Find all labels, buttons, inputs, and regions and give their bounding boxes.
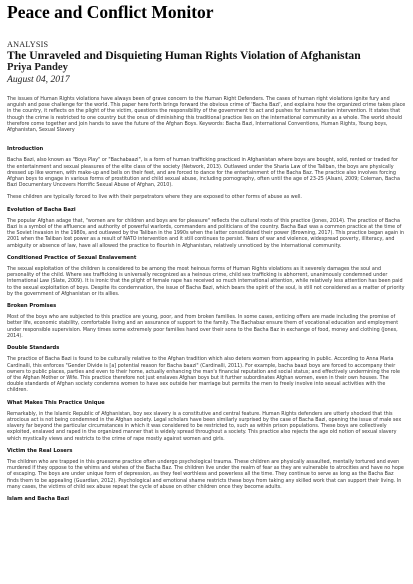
section-double-standards: [7, 345, 406, 393]
section-heading: What Makes This Practice Unique: [7, 399, 105, 406]
journal-title: Peace and Conflict Monitor: [7, 2, 214, 22]
article-author: Priya Pandey: [7, 62, 68, 73]
section-introduction: [7, 146, 406, 200]
paragraph: These children are typically forced to live with their perpetrators where they are exposed to other forms of abuse as well.: [7, 194, 302, 201]
section-broken-promises: [7, 303, 406, 339]
paragraph: The sexual exploitation of the children is considered to be among the most heinous forms of Human Rights violations as it severely damages the soul and personality of the child. Where sex trafficking is universally recognized as a heinous crime, child sex trafficking is abhorrent, unanimously condemned under International Law (Slate, 2009). It is ironic that the plight of female rape has received so much international attention, while relatively less attention has been paid to the sexual exploitation of boys. Despite its condemnation, the issue of Bacha Bazi, which bears the spirit of the soul, is still not considered as a matter of priority by the government of Afghanistan or its allies.: [7, 266, 405, 297]
section-heading: Broken Promises: [7, 303, 57, 310]
paragraph: Remarkably, in the Islamic Republic of Afghanistan, boy sex slavery is a constitutive and central feature. Human Rights defenders are utterly shocked that this atrocious act is not being condemned in the Afghan society. Legal scholars have been similarly surprised by the case of Bacha Bazi, opening the issue of male sex slavery far beyond the particular circumstances in which it was considered to be restricted to, such as within prison populations. These boys are collectively exploited, enslaved and raped in the organized manner that is widely spread throughout a society. This practice also rejects the age old notion of sexual slavery which mystically views and restricts to the crime of rape mostly against women and girls.: [7, 410, 402, 442]
article-category: ANALYSIS: [7, 40, 49, 49]
article-abstract: The issues of Human Rights violations have always been of grave concern to the Human Right Defenders. The cases of human right violations ignite fury and anguish and pose challenge for the world. This paper here forth brings forward the obvious crime of 'Bacha Bazi', and explains how the organized crime takes place in the country, it reflects on the plight of the victim, questions the responsibility of the government to act and pushes for humanitarian intervention. It states that though the crime is restricted to one country but the onus of diminishing this traditional practice lies on the international community as a whole. The world should therefore come together and join hands to save the future of the Afghan Boys. Keywords: Bacha Bazi, International Conventions, Human Rights, Young boys, Afghanistan, Sexual Slavery: [7, 96, 406, 134]
section-evolution: [7, 207, 406, 249]
article-title: The Unraveled and Disquieting Human Rights Violation of Afghanistan: [7, 49, 361, 62]
section-heading: Introduction: [7, 146, 44, 153]
paragraph: The practice of Bacha Bazi is found to be culturally relative to the Afghan tradition which also deters women from appearing in public. According to Anna Maria Cardinalli, this enforces "Gender Divide is [a] potential reason for Bacha baazi" (Cardinalli, 2011). For example, bacha baazi boys are forced to accompany their owners to public places, parties and even to their home, actually enhancing the man's financial reputation and social status; and effectively undermining the role of the Afghan Mother or Wife. This practice therefore not just enslaves Afghan boys but it further subordinates Afghan women, even in their own houses. The double standards of Afghan society condemns women to have sex outside her marriage but permits the men to freely involve into sexual activities with the children.: [7, 356, 400, 394]
section-heading: Islam and Bacha Bazi: [7, 495, 70, 502]
paragraph: The popular Afghan adage that, "women are for children and boys are for pleasure" reflects the cultural roots of this practice (Jones, 2014). The practice of Bacha Bazi is a symbol of the affluence and authority of powerful warlords, commanders and politicians of the country. Bacha Bazi was a common practice at the time of the Soviet Invasion in the 1980s, and outlawed by the Taliban in the 1990s when the latter consolidated their power (Browning, 2017). This practice began again in 2001 when the Taliban lost power as a result of NATO intervention and it still continues to persist. Years of war and violence, widespread poverty, illiteracy, and ambiguity or absence of law, have all allowed the practice to flourish in Afghanistan, relatively unnoticed by the international community.: [7, 217, 405, 249]
section-heading: Conditioned Practice of Sexual Enslavement: [7, 254, 137, 261]
article-date: August 04, 2017: [7, 74, 70, 85]
section-victims: [7, 448, 406, 490]
section-unique-practice: [7, 400, 406, 442]
section-heading: Evolution of Bacha Bazi: [7, 206, 76, 213]
paragraph: Bacha Bazi, also known as "Boys Play" or "Bachabaazi", is a form of human trafficking practiced in Afghanistan where boys are bought, sold, rented or traded for the entertainment and sexual pleasures of the elite class of the society (Network, 2013). Outlawed under the Sharia Law of the Taliban, the boys are physically dressed up like women, with make-up and bells on their feet, and are forced to dance for the entertainment of the Bacha Baz. The practice also involves forcing Afghan boys to engage in various forms of prostitution and child sexual abuse, including pornography, often until the age of 23-25 (Alsani, 2009; Coleman, Bacha Bazi Documentary Uncovers Horrific Sexual Abuse of Afghan, 2010).: [7, 157, 400, 189]
section-heading: Victim the Real Losers: [7, 447, 73, 454]
section-conditioned-practice: [7, 255, 406, 297]
section-islam: [7, 496, 406, 502]
paragraph: Most of the boys who are subjected to this practice are young, poor, and from broken families. In some cases, enticing offers are made including the promise of better life, economic stability, comfortable living and an assurance of support to the family. The Bachabaz ensure them of vocational education and employment under responsible supervision. Many times some extremely poor families hand over their sons to the Bacha Baz in exchange of food, money and clothing (Jones, 2014).: [7, 314, 399, 339]
paragraph: The children who are trapped in this gruesome practice often undergo psychological trauma. These children are physically assaulted, mentally tortured and even murdered if they oppose to the whims and wishes of the Bacha Baz. The children live under the realm of fear as they are vulnerable to atrocities and have no hope of escaping. The boys are under unique form of depression, as they feel worthless and powerless all the time. They continue to serve as long as the Bacha Baz finds them to be appealing (Guardian, 2012). Psychological and emotional shame restricts these boys from taking any skilled work that can support their living. In many cases, the victims of child sex abuse repeat the cycle of abuse on other children once they become adults.: [7, 458, 404, 490]
section-heading: Double Standards: [7, 345, 60, 352]
